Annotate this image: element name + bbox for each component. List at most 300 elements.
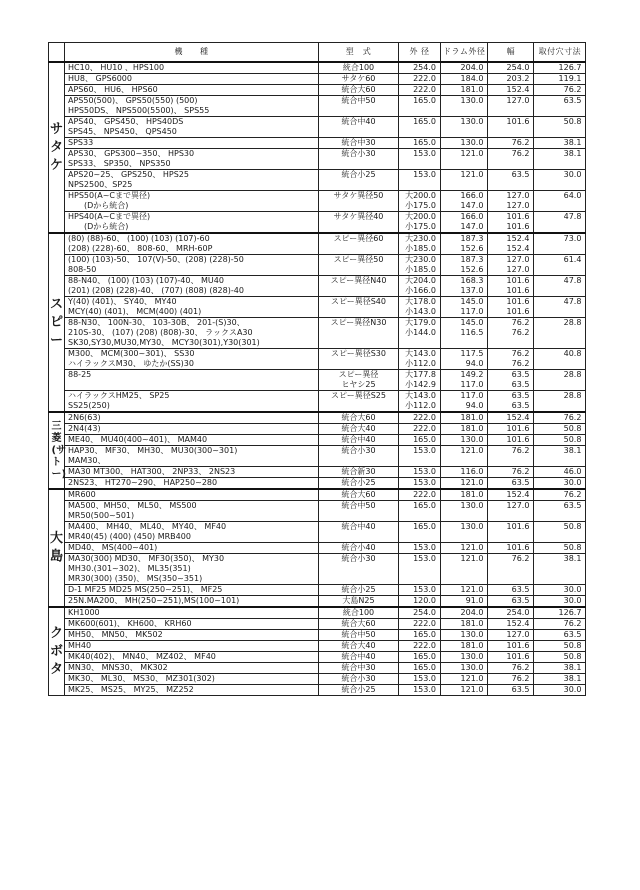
drum-diameter-cell <box>441 467 488 478</box>
type-cell <box>319 446 399 467</box>
width-cell-line: 101.6 <box>506 222 530 231</box>
outer-diameter-cell <box>399 85 441 96</box>
mounting-hole-cell: 38.1 <box>534 446 586 467</box>
model-cell <box>65 297 319 318</box>
drum-diameter-cell-line: 116.5 <box>460 328 484 337</box>
drum-diameter-cell <box>441 370 488 391</box>
mounting-hole-cell: 30.0 <box>534 585 586 596</box>
width-cell-line: 152.4 <box>506 413 530 422</box>
outer-diameter-cell-line: 165.0 <box>413 663 436 672</box>
model-cell-line: 808-50 <box>68 265 97 274</box>
table-row <box>49 446 586 467</box>
drum-diameter-cell-line: 166.0 <box>460 191 484 200</box>
width-cell-line: 101.6 <box>506 652 530 661</box>
mounting-hole-cell: 38.1 <box>534 554 586 585</box>
drum-diameter-cell-line: 130.0 <box>460 138 484 147</box>
outer-diameter-cell <box>399 619 441 630</box>
drum-diameter-cell <box>441 435 488 446</box>
model-cell-line: NPS2500、SP25 <box>68 180 133 189</box>
model-cell-line: MN30、 MNS30、 MK302 <box>68 663 168 672</box>
model-cell-line: MK40(402)、 MN40、 MZ402、 MF40 <box>68 652 216 661</box>
drum-diameter-cell <box>441 685 488 696</box>
drum-diameter-cell-line: 152.6 <box>460 265 484 274</box>
width-cell-line: 152.4 <box>506 490 530 499</box>
mounting-hole-cell: 76.2 <box>534 85 586 96</box>
outer-diameter-cell-line: 大200.0 <box>405 191 436 200</box>
model-cell-line: APS20~25、 GPS250、 HPS25 <box>68 170 189 179</box>
outer-diameter-cell <box>399 663 441 674</box>
width-cell <box>488 607 534 619</box>
header-row <box>49 43 586 63</box>
table-row <box>49 212 586 234</box>
drum-diameter-cell <box>441 170 488 191</box>
type-cell-line: 統合大60 <box>341 619 376 628</box>
type-cell-line: スピー異径S25 <box>331 391 386 400</box>
type-cell <box>319 478 399 490</box>
model-cell-line: MR600 <box>68 490 96 499</box>
model-cell-line: 2N4(43) <box>68 424 101 433</box>
drum-diameter-cell <box>441 596 488 608</box>
drum-diameter-cell-line: 130.0 <box>460 435 484 444</box>
model-cell-line: 210S-30、 (107) (208) (808)-30、 ラックスA30 <box>68 328 253 337</box>
model-cell-line: 25N.MA200、 MH(250~251),MS(100~101) <box>68 596 240 605</box>
width-cell-line: 127.0 <box>506 96 530 105</box>
drum-diameter-cell <box>441 501 488 522</box>
type-cell <box>319 74 399 85</box>
type-cell-line: サタケ異径50 <box>333 191 384 200</box>
mounting-hole-cell: 126.7 <box>534 607 586 619</box>
mounting-hole-cell: 76.2 <box>534 489 586 501</box>
table-row <box>49 522 586 543</box>
maker-name <box>49 233 65 412</box>
drum-diameter-cell <box>441 424 488 435</box>
width-cell-line: 101.6 <box>506 435 530 444</box>
outer-diameter-cell-line: 222.0 <box>413 490 436 499</box>
outer-diameter-cell <box>399 596 441 608</box>
model-cell-line: MD40、 MS(400~401) <box>68 543 158 552</box>
width-cell-line: 76.2 <box>511 138 530 147</box>
drum-diameter-cell-line: 147.0 <box>460 201 484 210</box>
drum-diameter-cell-line: 130.0 <box>460 652 484 661</box>
width-cell-line: 63.5 <box>511 370 530 379</box>
drum-diameter-cell-line: 94.0 <box>465 401 484 410</box>
model-cell-line: ハイラックスHM25、 SP25 <box>68 391 170 400</box>
model-cell-line: SPS33、 SP350、 NPS350 <box>68 159 171 168</box>
outer-diameter-cell-line: 153.0 <box>413 685 436 694</box>
table-row <box>49 391 586 413</box>
outer-diameter-cell <box>399 96 441 117</box>
width-cell <box>488 685 534 696</box>
outer-diameter-cell-line: 165.0 <box>413 501 436 510</box>
outer-diameter-cell-line: 小112.0 <box>405 359 436 368</box>
outer-diameter-cell <box>399 501 441 522</box>
drum-diameter-cell-line: 149.2 <box>460 370 484 379</box>
width-cell <box>488 85 534 96</box>
model-cell-line: SK30,SY30,MU30,MY30、 MCY30(301),Y30(301) <box>68 338 260 347</box>
model-cell-line: 2N6(63) <box>68 413 101 422</box>
mounting-hole-cell: 50.8 <box>534 522 586 543</box>
width-cell-line: 127.0 <box>506 201 530 210</box>
width-cell-line: 254.0 <box>506 63 530 72</box>
drum-diameter-cell-line: 152.6 <box>460 244 484 253</box>
model-cell-line: HC10、 HU10 、HPS100 <box>68 63 165 72</box>
maker-label: 三菱(サトー) <box>51 420 67 480</box>
width-cell-line: 127.0 <box>506 501 530 510</box>
width-cell <box>488 117 534 138</box>
mounting-hole-cell: 63.5 <box>534 501 586 522</box>
model-cell-line: M300、 MCM(300~301)、 SS30 <box>68 349 195 358</box>
model-cell-line: APS60、 HU6、 HPS60 <box>68 85 158 94</box>
drum-diameter-cell-line: 168.3 <box>460 276 484 285</box>
width-cell <box>488 62 534 74</box>
width-cell-line: 152.4 <box>506 244 530 253</box>
drum-diameter-cell-line: 130.0 <box>460 663 484 672</box>
width-cell <box>488 619 534 630</box>
outer-diameter-cell <box>399 446 441 467</box>
type-cell-line: スピー異径 <box>338 370 379 379</box>
outer-diameter-cell <box>399 297 441 318</box>
model-cell <box>65 74 319 85</box>
model-cell <box>65 212 319 234</box>
outer-diameter-cell <box>399 318 441 349</box>
type-cell <box>319 297 399 318</box>
type-cell <box>319 641 399 652</box>
type-cell <box>319 85 399 96</box>
type-cell <box>319 62 399 74</box>
table-row <box>49 543 586 554</box>
outer-diameter-cell-line: 153.0 <box>413 478 436 487</box>
drum-diameter-cell <box>441 641 488 652</box>
outer-diameter-cell-line: 222.0 <box>413 641 436 650</box>
table-row <box>49 117 586 138</box>
maker-name <box>49 62 65 233</box>
outer-diameter-cell <box>399 607 441 619</box>
outer-diameter-cell-line: 大200.0 <box>405 212 436 221</box>
table-row <box>49 412 586 424</box>
width-cell <box>488 391 534 413</box>
maker-label: スピー <box>50 296 64 348</box>
type-cell-line: スピー異径N40 <box>330 276 387 285</box>
width-cell-line: 76.2 <box>511 349 530 358</box>
model-cell <box>65 96 319 117</box>
model-cell-line: MR30(300) (350)、 MS(350~351) <box>68 574 203 583</box>
type-cell <box>319 391 399 413</box>
outer-diameter-cell-line: 大177.8 <box>405 370 436 379</box>
type-cell <box>319 233 399 255</box>
model-cell <box>65 424 319 435</box>
width-cell-line: 101.6 <box>506 297 530 306</box>
drum-diameter-cell-line: 145.0 <box>460 297 484 306</box>
type-cell-line: 統合小30 <box>341 149 376 158</box>
type-cell <box>319 318 399 349</box>
width-cell-line: 76.2 <box>511 467 530 476</box>
mounting-hole-cell: 76.2 <box>534 619 586 630</box>
type-cell <box>319 435 399 446</box>
width-cell <box>488 641 534 652</box>
outer-diameter-cell <box>399 522 441 543</box>
drum-diameter-cell-line: 121.0 <box>460 170 484 179</box>
model-cell <box>65 85 319 96</box>
outer-diameter-cell-line: 小185.0 <box>405 244 436 253</box>
table-row <box>49 370 586 391</box>
outer-diameter-cell-line: 153.0 <box>413 149 436 158</box>
outer-diameter-cell <box>399 349 441 370</box>
drum-diameter-cell <box>441 233 488 255</box>
outer-diameter-cell-line: 小142.9 <box>405 380 436 389</box>
outer-diameter-cell-line: 165.0 <box>413 652 436 661</box>
model-cell-line: 2NS23、 HT270~290、 HAP250~280 <box>68 478 218 487</box>
table-row <box>49 96 586 117</box>
table-row <box>49 149 586 170</box>
model-cell <box>65 501 319 522</box>
width-cell-line: 101.6 <box>506 212 530 221</box>
model-cell-line: (Dから統合) <box>68 201 129 210</box>
model-cell <box>65 489 319 501</box>
type-cell-line: スピー異径60 <box>333 234 384 243</box>
width-cell <box>488 467 534 478</box>
width-cell-line: 63.5 <box>511 401 530 410</box>
table-row <box>49 641 586 652</box>
width-cell <box>488 435 534 446</box>
table-row <box>49 435 586 446</box>
width-cell <box>488 212 534 234</box>
outer-diameter-cell <box>399 467 441 478</box>
outer-diameter-cell-line: 165.0 <box>413 96 436 105</box>
type-cell <box>319 585 399 596</box>
width-cell <box>488 170 534 191</box>
drum-diameter-cell-line: 181.0 <box>460 490 484 499</box>
type-cell-line: 統合中40 <box>341 522 376 531</box>
outer-diameter-cell <box>399 543 441 554</box>
outer-diameter-cell-line: 222.0 <box>413 424 436 433</box>
type-cell <box>319 663 399 674</box>
drum-diameter-cell-line: 117.0 <box>460 380 484 389</box>
header-width: 幅 <box>488 43 534 63</box>
outer-diameter-cell <box>399 554 441 585</box>
type-cell-line: 統合中50 <box>341 501 376 510</box>
width-cell-line: 101.6 <box>506 276 530 285</box>
model-cell <box>65 435 319 446</box>
type-cell-line: 統合中40 <box>341 652 376 661</box>
width-cell-line: 63.5 <box>511 685 530 694</box>
width-cell <box>488 255 534 276</box>
width-cell <box>488 585 534 596</box>
outer-diameter-cell <box>399 191 441 212</box>
width-cell-line: 76.2 <box>511 554 530 563</box>
header-outer-diameter: 外 径 <box>399 43 441 63</box>
outer-diameter-cell <box>399 685 441 696</box>
width-cell <box>488 276 534 297</box>
drum-diameter-cell-line: 121.0 <box>460 478 484 487</box>
model-cell <box>65 170 319 191</box>
width-cell-line: 101.6 <box>506 424 530 433</box>
width-cell-line: 101.6 <box>506 641 530 650</box>
width-cell <box>488 596 534 608</box>
model-cell <box>65 652 319 663</box>
outer-diameter-cell-line: 小143.0 <box>405 307 436 316</box>
width-cell-line: 254.0 <box>506 608 530 617</box>
mounting-hole-cell: 28.8 <box>534 391 586 413</box>
maker-name <box>49 489 65 607</box>
drum-diameter-cell <box>441 554 488 585</box>
model-cell <box>65 255 319 276</box>
width-cell-line: 101.6 <box>506 307 530 316</box>
width-cell-line: 63.5 <box>511 478 530 487</box>
model-cell <box>65 138 319 149</box>
width-cell <box>488 74 534 85</box>
outer-diameter-cell-line: 小144.0 <box>405 328 436 337</box>
width-cell <box>488 501 534 522</box>
outer-diameter-cell-line: 大204.0 <box>405 276 436 285</box>
table-row <box>49 489 586 501</box>
drum-diameter-cell <box>441 212 488 234</box>
drum-diameter-cell <box>441 74 488 85</box>
width-cell-line: 76.2 <box>511 318 530 327</box>
model-cell <box>65 191 319 212</box>
model-cell-line: HPS50(A~Cまで異径) <box>68 191 151 200</box>
width-cell-line: 101.6 <box>506 286 530 295</box>
width-cell-line: 152.4 <box>506 85 530 94</box>
model-cell <box>65 596 319 608</box>
model-cell-line: (201) (208) (228)-40、 (707) (808) (828)-40 <box>68 286 244 295</box>
table-row <box>49 233 586 255</box>
model-cell <box>65 478 319 490</box>
drum-diameter-cell <box>441 96 488 117</box>
maker-label: クボタ <box>50 625 64 677</box>
model-cell-line: MA400、 MH40、 ML40、 MY40、 MF40 <box>68 522 227 531</box>
outer-diameter-cell <box>399 170 441 191</box>
outer-diameter-cell <box>399 424 441 435</box>
table-row <box>49 467 586 478</box>
table-row <box>49 62 586 74</box>
drum-diameter-cell <box>441 489 488 501</box>
model-cell <box>65 554 319 585</box>
outer-diameter-cell-line: 120.0 <box>413 596 436 605</box>
drum-diameter-cell-line: 187.3 <box>460 255 484 264</box>
drum-diameter-cell <box>441 276 488 297</box>
outer-diameter-cell-line: 大143.0 <box>405 349 436 358</box>
type-cell <box>319 276 399 297</box>
table-row <box>49 349 586 370</box>
drum-diameter-cell-line: 117.0 <box>460 307 484 316</box>
drum-diameter-cell <box>441 522 488 543</box>
outer-diameter-cell <box>399 62 441 74</box>
drum-diameter-cell <box>441 446 488 467</box>
type-cell-line: 統合100 <box>342 608 375 617</box>
drum-diameter-cell-line: 147.0 <box>460 222 484 231</box>
type-cell <box>319 522 399 543</box>
model-cell-line: MH50、 MN50、 MK502 <box>68 630 163 639</box>
width-cell <box>488 149 534 170</box>
table-row <box>49 478 586 490</box>
width-cell-line: 101.6 <box>506 543 530 552</box>
drum-diameter-cell <box>441 85 488 96</box>
table-row <box>49 191 586 212</box>
drum-diameter-cell-line: 145.0 <box>460 318 484 327</box>
model-cell-line: (Dから統合) <box>68 222 129 231</box>
drum-diameter-cell <box>441 412 488 424</box>
outer-diameter-cell-line: 165.0 <box>413 630 436 639</box>
width-cell-line: 76.2 <box>511 663 530 672</box>
model-cell <box>65 685 319 696</box>
model-cell <box>65 630 319 641</box>
table-row <box>49 138 586 149</box>
width-cell <box>488 554 534 585</box>
model-cell-line: KH1000 <box>68 608 100 617</box>
width-cell-line: 152.4 <box>506 234 530 243</box>
drum-diameter-cell-line: 121.0 <box>460 149 484 158</box>
model-cell-line: D-1 MF25 MD25 MS(250~251)、 MF25 <box>68 585 223 594</box>
outer-diameter-cell-line: 153.0 <box>413 446 436 455</box>
table-row <box>49 501 586 522</box>
model-cell-line: Y(40) (401)、 SY40、 MY40 <box>68 297 177 306</box>
width-cell-line: 76.2 <box>511 328 530 337</box>
width-cell-line: 63.5 <box>511 380 530 389</box>
model-cell-line: SPS33 <box>68 138 94 147</box>
drum-diameter-cell-line: 121.0 <box>460 446 484 455</box>
width-cell-line: 76.2 <box>511 674 530 683</box>
mounting-hole-cell: 126.7 <box>534 62 586 74</box>
outer-diameter-cell <box>399 641 441 652</box>
drum-diameter-cell-line: 204.0 <box>460 63 484 72</box>
header-type: 型 式 <box>319 43 399 63</box>
width-cell-line: 203.2 <box>506 74 530 83</box>
mounting-hole-cell: 47.8 <box>534 297 586 318</box>
outer-diameter-cell <box>399 276 441 297</box>
model-cell <box>65 522 319 543</box>
width-cell-line: 76.2 <box>511 446 530 455</box>
type-cell-line: サタケ異径40 <box>333 212 384 221</box>
outer-diameter-cell <box>399 489 441 501</box>
outer-diameter-cell <box>399 370 441 391</box>
type-cell-line: 統合大40 <box>341 641 376 650</box>
model-cell <box>65 370 319 391</box>
mounting-hole-cell: 119.1 <box>534 74 586 85</box>
drum-diameter-cell-line: 181.0 <box>460 85 484 94</box>
width-cell-line: 63.5 <box>511 585 530 594</box>
drum-diameter-cell <box>441 191 488 212</box>
drum-diameter-cell <box>441 630 488 641</box>
drum-diameter-cell <box>441 652 488 663</box>
mounting-hole-cell: 28.8 <box>534 370 586 391</box>
model-cell-line: MK25、 MS25、 MY25、 MZ252 <box>68 685 194 694</box>
drum-diameter-cell-line: 204.0 <box>460 608 484 617</box>
model-cell <box>65 62 319 74</box>
model-cell-line: MA30(300) MD30、 MF30(350)、 MY30 <box>68 554 225 563</box>
width-cell <box>488 674 534 685</box>
width-cell <box>488 446 534 467</box>
type-cell <box>319 630 399 641</box>
outer-diameter-cell <box>399 138 441 149</box>
model-cell <box>65 233 319 255</box>
model-cell-line: 88-25 <box>68 370 92 379</box>
outer-diameter-cell-line: 153.0 <box>413 674 436 683</box>
type-cell <box>319 424 399 435</box>
outer-diameter-cell <box>399 255 441 276</box>
drum-diameter-cell <box>441 349 488 370</box>
outer-diameter-cell <box>399 674 441 685</box>
type-cell <box>319 501 399 522</box>
type-cell <box>319 489 399 501</box>
model-cell-line: MAM30、 <box>68 456 106 465</box>
drum-diameter-cell <box>441 117 488 138</box>
outer-diameter-cell-line: 153.0 <box>413 467 436 476</box>
maker-name <box>49 412 65 489</box>
drum-diameter-cell-line: 94.0 <box>465 359 484 368</box>
type-cell-line: 統合大60 <box>341 85 376 94</box>
model-cell <box>65 149 319 170</box>
model-cell-line: HPS50DS、 NPS500(5500)、 SPS55 <box>68 106 210 115</box>
